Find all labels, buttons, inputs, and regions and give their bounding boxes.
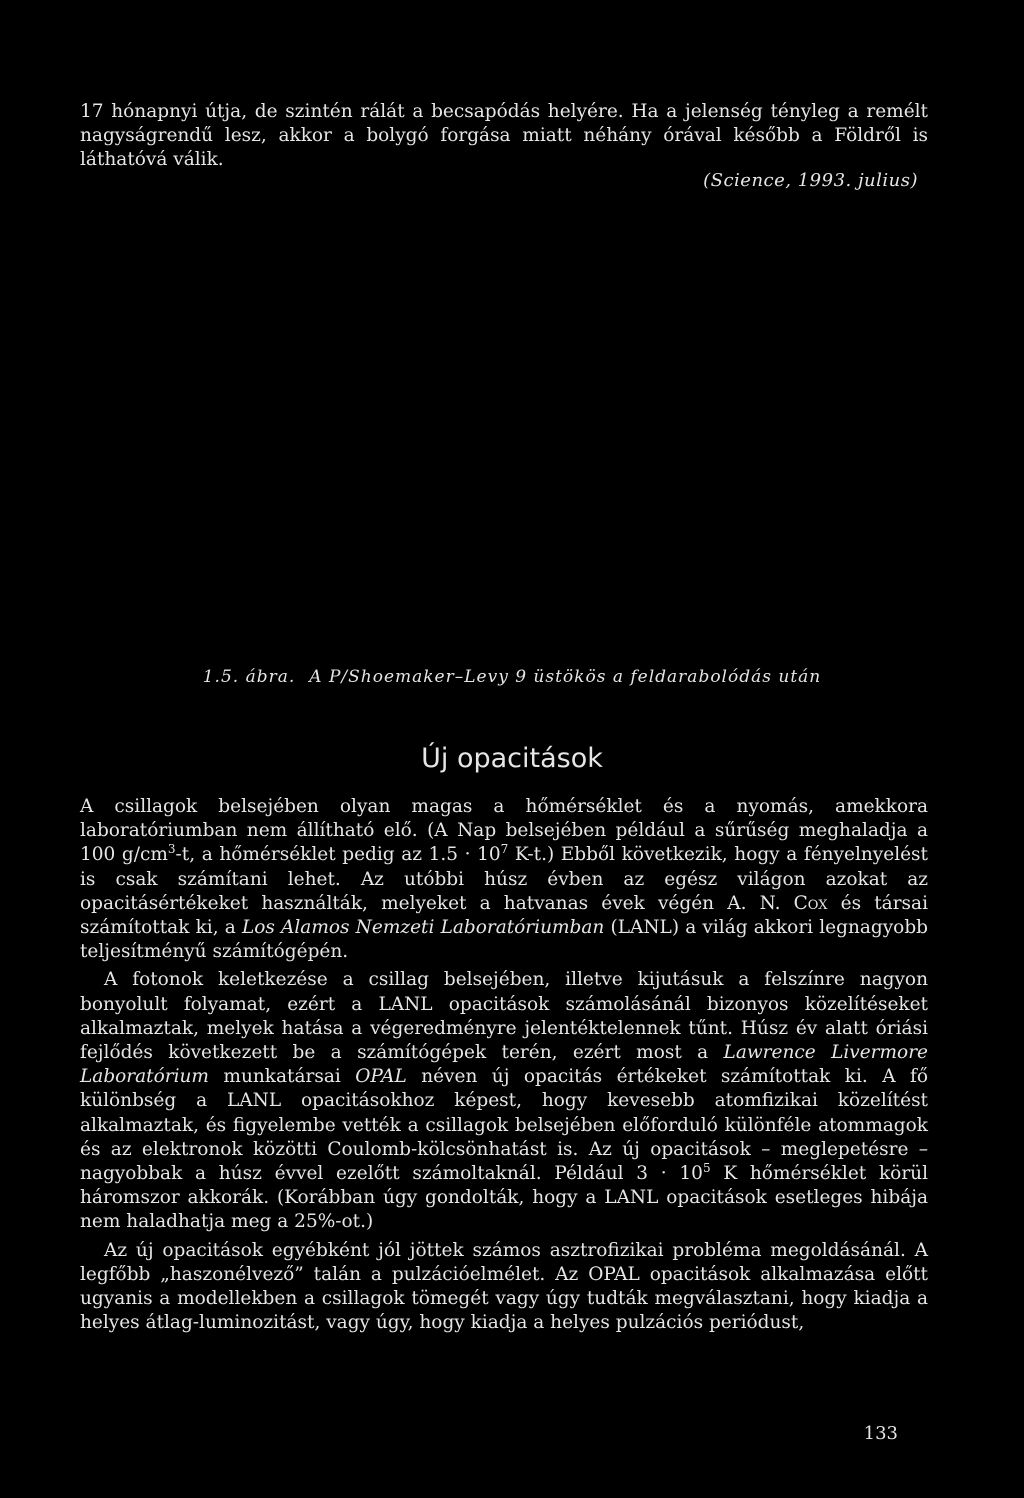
- paragraph-3: Az új opacitások egyébként jól jöttek számos asztrofizikai probléma megoldásánál. A legfőbb „haszonélvező” talán a pulzációelmélet. Az OPAL opacitások alkalmazása előtt ugyanis a modellekben a csillagok tömegét vagy úgy tudták megválasztani, hogy kiadja a helyes átlag-luminozitást, vagy úgy, hogy kiadja a helyes pulzációs periódust,: [80, 1239, 928, 1334]
- page-number: 133: [863, 1423, 898, 1444]
- figure-image: [80, 205, 928, 650]
- p1-a: A csillagok belsejében olyan magas a hőmérséklet és a nyomás, amekkora laboratóriumban nem állítható elő. (A Nap belsejében például a sűrűség meghaladja a 100 g/cm: [80, 796, 928, 866]
- p1-e: (LANL) a világ akkori legnagyobb teljesítményű számítógépén.: [80, 917, 929, 963]
- p1-d: és társai számítottak ki, a: [80, 892, 928, 939]
- p1-sup2: 7: [500, 842, 509, 857]
- p2-lab: Lawrence Livermore Laboratórium: [80, 1042, 928, 1088]
- p1-cox: Cox: [793, 892, 828, 914]
- p2-a: A fotonok keletkezése a csillag belsejében, illetve kijutásuk a felszínre nagyon bonyolult folyamat, ezért a LANL opacitások számolásánál bizonyos közelítéseket alkalmaztak, melyek hatása a végeredményre jelentéktelennek tűnt. Húsz év alatt óriási fejlődés következett be a számítógépek terén, ezért most a: [80, 969, 928, 1064]
- body-text: [80, 795, 928, 1335]
- paragraph-2: [80, 968, 928, 1234]
- p2-b: munkatársai: [208, 1066, 356, 1088]
- figure-caption-text: A P/Shoemaker–Levy 9 üstökös a feldarabolódás után: [309, 667, 822, 687]
- figure-caption: [0, 667, 1024, 687]
- p2-opal: OPAL: [355, 1066, 407, 1088]
- p2-c: néven új opacitás értékeket számítottak ki. A fő különbség a LANL opacitásokhoz képest, hogy kevesebb atomfizikai közelítést alkalmaztak, és figyelembe vették a csillagok belsejében előforduló különféle atommagok és az elektronok közötti Coulomb-kölcsönhatást is. Az új opacitások – meglepetésre – nagyobbak a húsz évvel ezelőtt számoltaknál. Például 3 · 10: [80, 1066, 928, 1185]
- p1-b: -t, a hőmérséklet pedig az 1.5 · 10: [175, 844, 501, 866]
- figure-label: 1.5. ábra.: [202, 667, 296, 687]
- p1-lab: Los Alamos Nemzeti Laboratóriumban: [241, 917, 605, 939]
- p1-c: K-t.) Ebből következik, hogy a fényelnyelést is csak számítani lehet. Az utóbbi húsz évben az egész világon azokat az opacitásértékeket használták, melyeket a hatvanas évek végén A. N.: [80, 844, 928, 914]
- p2-d: K hőmérséklet körül háromszor akkorák. (Korábban úgy gondolták, hogy a LANL opacitások esetleges hibája nem haladhatja meg a 25%-ot.): [80, 1163, 928, 1233]
- p1-sup1: 3: [167, 842, 176, 857]
- intro-text: 17 hónapnyi útja, de szintén rálát a becsapódás helyére. Ha a jelenség tényleg a remélt nagyságrendű lesz, akkor a bolygó forgása miatt néhány órával később a Földről is láthatóvá válik.: [80, 101, 928, 171]
- source-citation: (Science, 1993. julius): [703, 170, 918, 191]
- intro-paragraph: [80, 100, 928, 173]
- paragraph-1: [80, 795, 928, 964]
- p2-sup: 5: [702, 1160, 711, 1175]
- section-title: Új opacitások: [421, 743, 603, 774]
